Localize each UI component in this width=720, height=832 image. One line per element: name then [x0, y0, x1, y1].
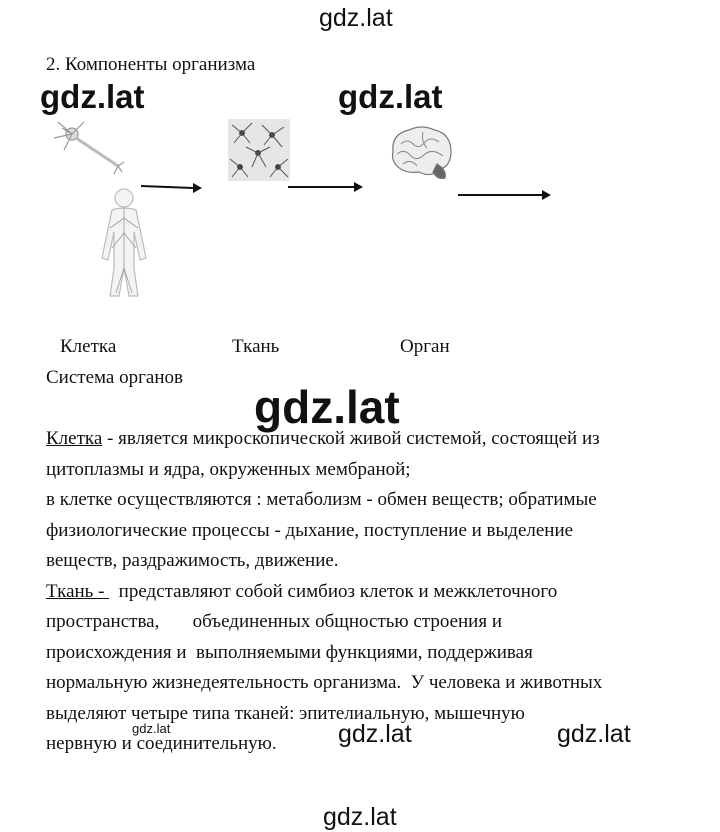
- cell-processes-line-1: в клетке осуществляются : метаболизм - обмен веществ; обратимые: [46, 489, 597, 510]
- tissue-def-1: представляют собой симбиоз клеток и межклеточного: [109, 580, 558, 602]
- watermark-bottom-mid: gdz.lat: [338, 720, 412, 748]
- watermark-big: gdz.lat: [254, 381, 400, 433]
- watermark-left: gdz.lat: [40, 78, 145, 115]
- tissue-icon: [228, 119, 290, 181]
- label-organ: Орган: [400, 336, 450, 357]
- arrow-cell-to-tissue: [141, 181, 203, 193]
- arrow-tissue-to-organ: [288, 181, 364, 193]
- section-heading: 2. Компоненты организма: [46, 54, 256, 75]
- watermark-bottom-right: gdz.lat: [557, 720, 631, 748]
- tissue-definition-line-3: происхождения и выполняемыми функциями, поддерживая: [46, 641, 533, 663]
- watermark-footer: gdz.lat: [323, 803, 397, 831]
- tissue-definition-line-4: нормальную жизнедеятельность организма. У человека и животных: [46, 672, 603, 693]
- watermark-top: gdz.lat: [319, 4, 393, 32]
- cell-def-1: - является микроскопической живой системой, состоящей из: [102, 428, 600, 449]
- label-tissue: Ткань: [232, 336, 280, 357]
- arrow-organ-to-system: [458, 189, 552, 201]
- cell-processes-line-3: веществ, раздражимость, движение.: [46, 550, 339, 571]
- neuron-icon: [50, 118, 130, 178]
- brain-icon: [387, 122, 457, 182]
- body-text: [46, 424, 686, 760]
- human-nervous-system-icon: [84, 188, 164, 298]
- tissue-definition-line-6: нервную и соединительную.: [46, 733, 277, 754]
- cell-definition-line-1: [46, 424, 686, 455]
- tissue-definition-line-2: пространства, объединенных общностью строения и: [46, 611, 502, 632]
- watermark-small: gdz.lat: [132, 721, 171, 736]
- cell-term: Клетка: [46, 428, 103, 449]
- label-cell: Клетка: [60, 336, 117, 357]
- tissue-term: Ткань -: [46, 580, 110, 602]
- tissue-definition-line-5: выделяют четыре типа тканей: эпителиальную, мышечную: [46, 702, 525, 724]
- tissue-definition-line-1: [46, 577, 686, 608]
- cell-processes-line-2: физиологические процессы - дыхание, поступление и выделение: [46, 519, 574, 541]
- watermark-center: gdz.lat: [338, 78, 443, 115]
- label-organ-system: Система органов: [46, 367, 183, 388]
- cell-definition-line-2: цитоплазмы и ядра, окруженных мембраной;: [46, 458, 411, 480]
